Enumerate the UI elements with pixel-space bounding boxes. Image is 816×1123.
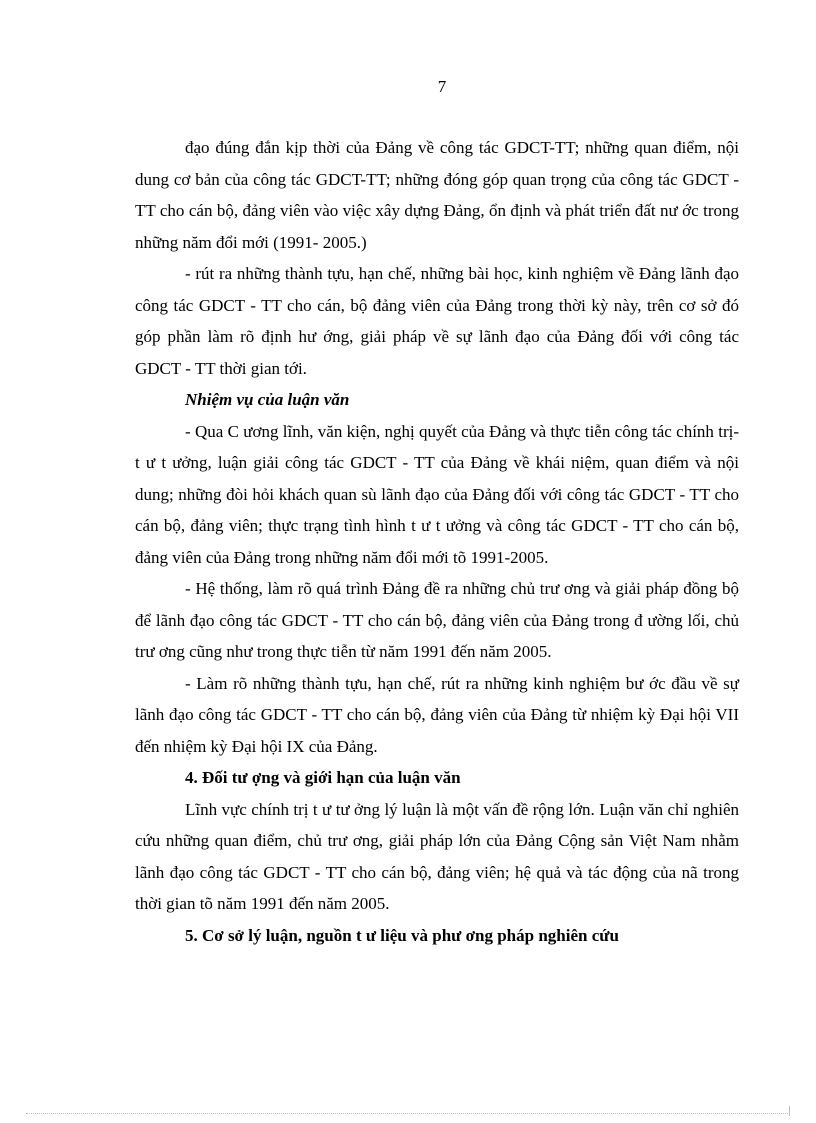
paragraph-lessons: - rút ra những thành tựu, hạn chế, những bài học, kinh nghiệm về Đảng lãnh đạo công tác GDCT - TT cho cán, bộ đảng viên của Đảng trong thời kỳ này, trên cơ sở đó góp phần làm rõ định hư ớng, giải pháp về sự lãnh đạo của Đảng đối với công tác GDCT - TT thời gian tới. bbox=[135, 264, 739, 378]
paragraph-task-2: - Hệ thống, làm rõ quá trình Đảng đề ra những chủ trư ơng và giải pháp đồng bộ để lãnh đạo công tác GDCT - TT cho cán bộ, đảng viên của Đảng trong đ ường lối, chủ trư ơng cũng như trong thực tiễn từ năm 1991 đến năm 2005. bbox=[135, 579, 739, 661]
page-bottom-border bbox=[26, 1113, 790, 1114]
page-number: 7 bbox=[437, 77, 447, 96]
paragraph-objectives-continued: đạo đúng đắn kịp thời của Đảng về công tác GDCT-TT; những quan điểm, nội dung cơ bản của công tác GDCT-TT; những đóng góp quan trọng của công tác GDCT - TT cho cán bộ, đảng viên vào việc xây dựng Đảng, ổn định và phát triển đất nư ớc trong những năm đổi mới (1991- 2005.) bbox=[135, 138, 739, 252]
page-corner-mark bbox=[789, 1106, 790, 1116]
paragraph-task-3: - Làm rõ những thành tựu, hạn chế, rút ra những kinh nghiệm bư ớc đầu về sự lãnh đạo công tác GDCT - TT cho cán bộ, đảng viên của Đảng từ nhiệm kỳ Đại hội VII đến nhiệm kỳ Đại hội IX của Đảng. bbox=[135, 673, 739, 756]
document-body bbox=[135, 132, 739, 951]
heading-section-4: 4. Đối tư ợng và giới hạn của luận văn bbox=[185, 768, 461, 787]
paragraph-scope: Lĩnh vực chính trị t ư tư ởng lý luận là một vấn đề rộng lớn. Luận văn chỉ nghiên cứu những quan điểm, chủ trư ơng, giải pháp lớn của Đảng Cộng sản Việt Nam nhằm lãnh đạo công tác GDCT - TT cho cán bộ, đảng viên; hệ quả và tác động của nã trong thời gian tõ năm 1991 đến năm 2005. bbox=[135, 799, 739, 913]
paragraph-task-1: - Qua C ương lĩnh, văn kiện, nghị quyết của Đảng và thực tiễn công tác chính trị- t ư t ưởng, luận giải công tác GDCT - TT của Đảng về khái niệm, quan điểm và nội dung; những đòi hỏi khách quan sù lãnh đạo của Đảng đối với công tác GDCT - TT cho cán bộ, đảng viên; thực trạng tình hình t ư t ưởng và công tác GDCT - TT cho cán bộ, đảng viên của Đảng trong những năm đổi mới tõ 1991-2005. bbox=[135, 421, 739, 567]
heading-thesis-tasks: Nhiệm vụ của luận văn bbox=[185, 390, 350, 409]
heading-section-5: 5. Cơ sở lý luận, nguồn t ư liệu và phư ơng pháp nghiên cứu bbox=[185, 925, 619, 945]
